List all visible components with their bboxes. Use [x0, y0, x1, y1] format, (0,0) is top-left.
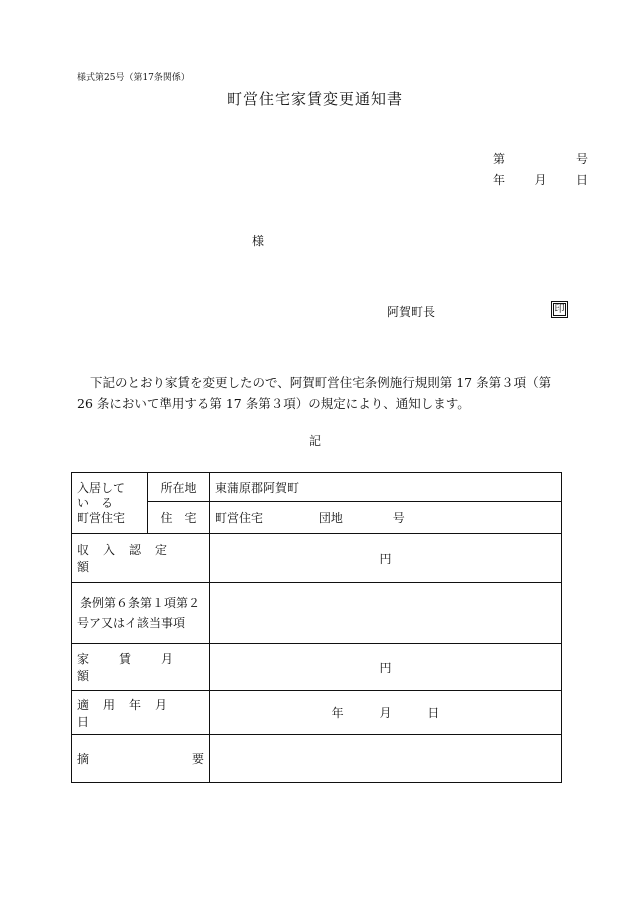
apply-label-cell	[72, 691, 210, 735]
house-value-1: 町営住宅	[215, 511, 264, 525]
month-label: 月	[534, 173, 547, 187]
residence-label-line-1: 入居して	[77, 481, 126, 495]
remarks-label-2: 要	[191, 752, 204, 766]
form-number-label: 様式第25号（第17条関係）	[77, 73, 190, 83]
apply-year: 年	[331, 706, 344, 720]
residence-label-line-3: 町営住宅	[77, 511, 126, 525]
house-label: 住 宅	[148, 502, 210, 534]
rent-label: 家賃月額	[77, 652, 204, 683]
apply-label: 適用年月日	[77, 697, 182, 729]
location-label: 所在地	[148, 473, 210, 502]
location-value: 東蒲原郡阿賀町	[210, 473, 562, 502]
body-line-2: 26 条において準用する第 17 条第３項）の規定により、通知します。	[77, 396, 470, 411]
ki-heading: 記	[308, 434, 321, 448]
clause-value	[210, 583, 562, 644]
rent-unit: 円	[210, 644, 562, 691]
residence-label-cell	[72, 473, 148, 534]
apply-month: 月	[379, 706, 392, 720]
body-line-1: 下記のとおり家賃を変更したので、阿賀町営住宅条例施行規則第 17 条第３項（第	[90, 375, 552, 390]
go-label: 号	[575, 152, 588, 166]
document-title: 町営住宅家賃変更通知書	[226, 90, 403, 108]
remarks-value	[210, 735, 562, 783]
house-value-cell	[210, 502, 562, 534]
addressee-suffix: 様	[252, 234, 265, 248]
rent-label-cell	[72, 644, 210, 691]
apply-date-cell	[210, 691, 562, 735]
residence-label-line-2: い る	[77, 496, 114, 510]
income-label: 収入認定額	[77, 543, 182, 574]
income-label-cell	[72, 534, 210, 583]
notice-table	[71, 472, 562, 783]
clause-label-line-2: 号ア又はイ該当事項	[77, 616, 186, 630]
issuer-name: 阿賀町長	[387, 305, 436, 319]
dai-label: 第	[493, 152, 506, 166]
clause-label-line-1: 条例第６条第１項第２	[80, 596, 201, 610]
date-row	[493, 171, 588, 188]
apply-day: 日	[427, 706, 440, 720]
remarks-label-1: 摘	[77, 752, 90, 766]
income-unit: 円	[210, 534, 562, 583]
document-number-row	[493, 150, 588, 167]
clause-label-cell	[72, 583, 210, 644]
day-label: 日	[575, 173, 588, 187]
seal-mark: 印	[551, 301, 568, 318]
remarks-label-cell	[72, 735, 210, 783]
house-value-2: 団地	[318, 511, 343, 525]
house-value-3: 号	[392, 511, 405, 525]
notice-body	[77, 372, 592, 414]
year-label: 年	[493, 173, 506, 187]
